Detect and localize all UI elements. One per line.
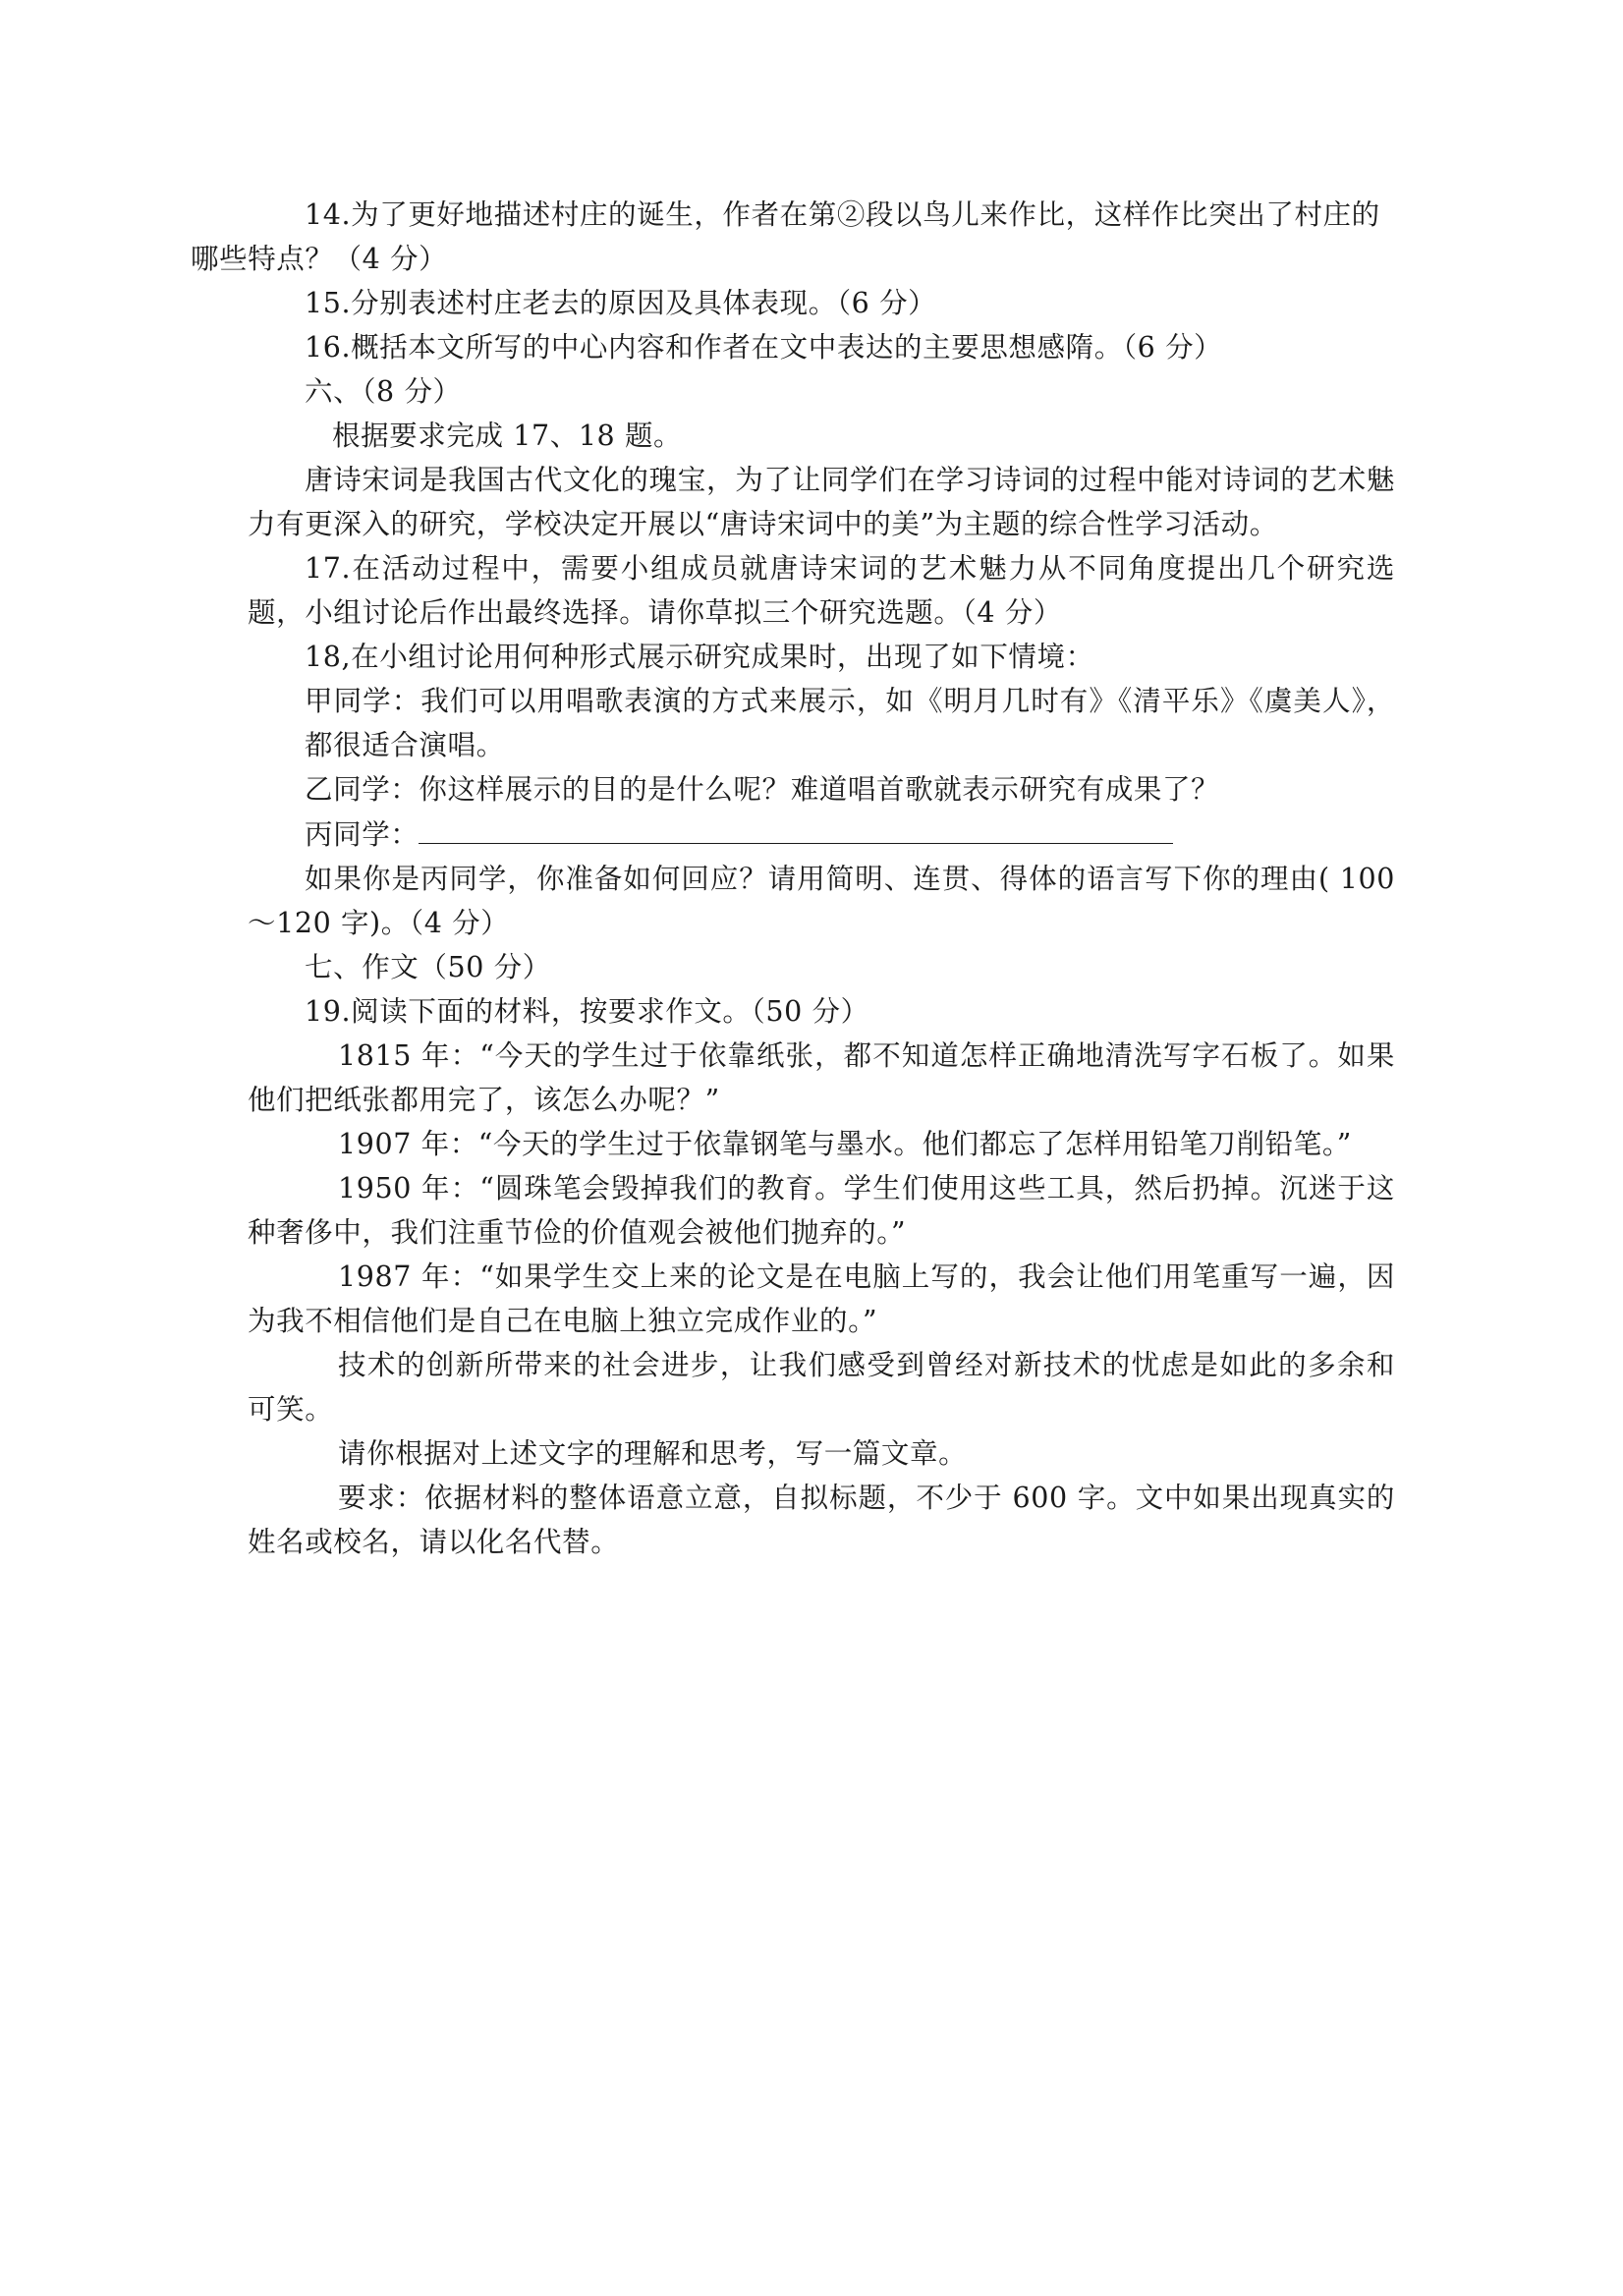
section-7-heading: 七、作文（50 分） (305, 951, 551, 983)
dialogue-student-a: 甲同学：我们可以用唱歌表演的方式来展示，如《明月几时有》《清平乐》《虞美人》，都很适合演唱。 (305, 685, 1395, 761)
question-16: 16.概括本文所写的中心内容和作者在文中表达的主要思想感隋。（6 分） (305, 331, 1223, 364)
exam-page (191, 193, 1395, 1564)
section-6-intro: 唐诗宋词是我国古代文化的瑰宝，为了让同学们在学习诗词的过程中能对诗词的艺术魅力有更深入的研究，学校决定开展以“唐诗宋词中的美”为主题的综合性学习活动。 (248, 464, 1395, 540)
question-15: 15.分别表述村庄老去的原因及具体表现。（6 分） (305, 287, 937, 319)
quote-1950: 1950 年：“圆珠笔会毁掉我们的教育。学生们使用这些工具，然后扔掉。沉迷于这种奢侈中，我们注重节俭的价值观会被他们抛弃的。” (248, 1172, 1395, 1249)
question-17: 17.在活动过程中，需要小组成员就唐诗宋词的艺术魅力从不同角度提出几个研究选题，小组讨论后作出最终选择。请你草拟三个研究选题。（4 分） (248, 552, 1395, 629)
quote-1987: 1987 年：“如果学生交上来的论文是在电脑上写的，我会让他们用笔重写一遍，因为我不相信他们是自己在电脑上独立完成作业的。” (248, 1260, 1395, 1337)
quote-1907: 1907 年：“今天的学生过于依靠钢笔与墨水。他们都忘了怎样用铅笔刀削铅笔。” (338, 1128, 1352, 1160)
dialogue-student-c-label: 丙同学： (305, 818, 420, 851)
dialogue-student-b: 乙同学：你这样展示的目的是什么呢？难道唱首歌就表示研究有成果了？ (305, 773, 1220, 806)
section-6-heading: 六、（8 分） (305, 375, 462, 408)
dialogue-student-c (248, 812, 1395, 857)
question-18-prompt: 如果你是丙同学，你准备如何回应？请用简明、连贯、得体的语言写下你的理由( 100～120 字)。（4 分） (248, 863, 1395, 939)
reflection-text: 技术的创新所带来的社会进步，让我们感受到曾经对新技术的忧虑是如此的多余和可笑。 (248, 1349, 1395, 1426)
question-14-line1: 14.为了更好地描述村庄的诞生，作者在第②段以鸟儿来作比，这样作比突出了村庄的 (305, 198, 1380, 231)
answer-blank-line[interactable] (419, 812, 1173, 844)
question-18: 18,在小组讨论用何种形式展示研究成果时，出现了如下情境： (305, 641, 1094, 673)
question-19: 19.阅读下面的材料，按要求作文。（50 分） (305, 995, 869, 1028)
quote-1815: 1815 年：“今天的学生过于依靠纸张，都不知道怎样正确地清洗写字石板了。如果他们把纸张都用完了，该怎么办呢？” (248, 1039, 1395, 1116)
question-14 (191, 193, 1395, 281)
question-14-line2: 哪些特点？（4 分） (191, 243, 448, 275)
writing-requirements: 要求：依据材料的整体语意立意，自拟标题，不少于 600 字。文中如果出现真实的姓名或校名，请以化名代替。 (248, 1482, 1395, 1558)
writing-task: 请你根据对上述文字的理解和思考，写一篇文章。 (338, 1437, 968, 1470)
section-6-instruction: 根据要求完成 17、18 题。 (332, 420, 683, 452)
